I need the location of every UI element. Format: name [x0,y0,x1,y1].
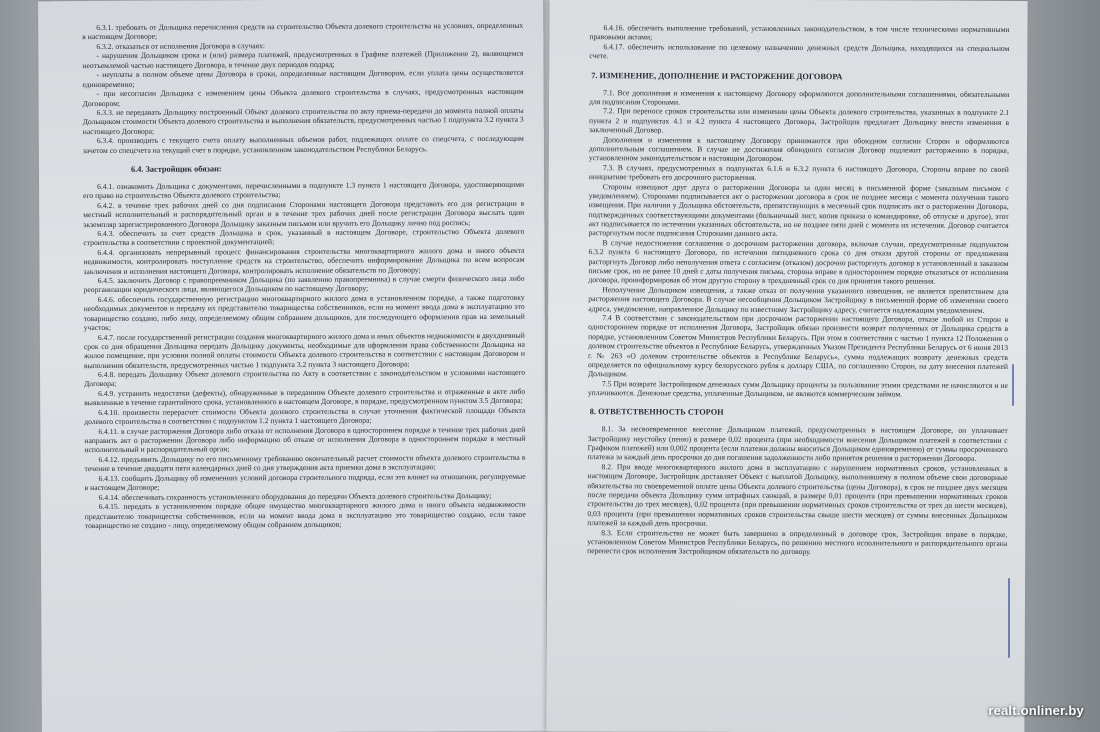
paragraph: 6.4.10. произвести перерасчет стоимости Объекта долевого строительства в случае уточнения фактической площади Объекта долевого строительства в соответствии с подпунктом 1.2 пункта 1 настоящего Договора; [84,405,526,427]
paragraph: 6.4.15. передать в установленном порядке общее имущество многоквартирного жилого дома и иного объекта недвижимости представителю товарищества собственников, если на момент ввода дома в эксплуатацию это товарищество создано, если такое товарищество не создано - лицу, определяемому общим собранием дольщиков; [84,500,526,531]
paragraph: 6.4.14. обеспечивать сохранность установленного оборудования до передачи Объекта долевого строительства Дольщику; [98,490,492,502]
paragraph: 7.5 При возврате Застройщиком денежных сумм Дольщику проценты за пользование этими средствами не начисляются и не уплачиваются. Денежные средства, уплаченные Дольщиком, не являются коммерческим займом. [587,378,1008,399]
section-heading: 8. ОТВЕТСТВЕННОСТЬ СТОРОН [589,407,724,418]
left-document-page [38,0,547,732]
paragraph: 6.4.13. сообщить Дольщику об изменениях условий договора строительного подряда, если это влияет на отношения, регулируемые в настоящем Договоре; [84,471,526,493]
pen-mark-right-margin-upper [1012,364,1014,406]
paragraph: 6.4.7. после государственной регистрации создания многоквартирного жилого дома и иных объектов недвижимости в двухдневный срок со дня обращения Дольщика передать Дольщику документы, необходимые для оформления права собственности Дольщика на жилое помещение, при условии полной оплаты стоимости Объекта долевого строительства в соответствии с настоящим Договором и выполнения обязательств, предусмотренных частью 1 подпункта 3.2 пункта 3 настоящего Договора; [83,330,525,370]
paragraph: 6.4.6. обеспечить государственную регистрацию многоквартирного жилого дома в установленном порядке, а также подготовку необходимых документов и передачу их представителю товарищества собственников, если на момент ввода дома в эксплуатацию это товарищество создано, либо лицу, определяемому общим собранием дольщиков, для последующего оформления прав на земельный участок; [83,292,525,333]
paragraph: 7.2. При переносе сроков строительства или изменении цены Объекта долевого строительства, указанных в подпункте 2.1 пункта 2 и подпунктах 4.1 и 4.2 пункта 4 настоящего Договора, Застройщик предлагает Дольщику внести изменения в заключенный Договор. [589,106,1010,135]
paragraph: 6.4.11. в случае расторжения Договора либо отказа от исполнения Договора в одностороннем порядке в течение трех рабочих дней направить акт о расторжении Договора либо информацию об отказе от исполнения Договора в одностороннем порядке в местный исполнительный и распорядительный орган; [84,424,526,455]
paragraph: 6.4.5. заключить Договор с правопреемником Дольщика (по заявлению правопреемника) в случае смерти физического лица либо реорганизации юридического лица, являющегося Дольщиком по настоящему Договору; [83,273,525,295]
paragraph: 6.3.3. не передавать Дольщику построенный Объект долевого строительства по акту приема-передачи до момента полной оплаты Дольщиком стоимости Объекта долевого строительства и выполнения обязательств, предусмотренных частью 1 подпункта 3.2 пункта 3 настоящего Договора; [82,105,524,136]
paragraph: 6.4.1. ознакомить Дольщика с документами, перечисленными в подпункте 1.3 пункта 1 настоящего Договора, удостоверяющими его право на строительство Объекта долевого строительства; [83,179,525,201]
site-watermark: realt.onliner.by [988,703,1084,718]
paragraph: 6.4.12. предъявить Дольщику по его письменному требованию окончательный расчет стоимости объекта долевого строительства в течение в течение двадцати пяти календарных дней со дня утверждения акта приемки дома в эксплуатацию; [84,452,526,474]
paragraph: 8.3. Если строительство не может быть завершено в определенный в договоре срок, Застройщик вправе в порядке, установленном Советом Министров Республики Беларусь, по решению местного исполнительного и распорядительного органа перенести срок исполнения Застройщиком обязательств по договору. [587,527,1008,557]
paragraph: 6.4.9. устранить недостатки (дефекты), обнаруженные в переданном Объекте долевого строительства и отраженные в акте либо выявленные в течение гарантийного срока, установленного в настоящем Договоре, в порядке, предусмотренном пунктом 3.5 Договора; [84,386,526,408]
paragraph: 7.3. В случаях, предусмотренных в подпунктах 6.1.6 и 6.3.2 пункта 6 настоящего Договора, Стороны вправе по своей инициативе требовать его досрочного расторжения. [588,163,1009,183]
paragraph: 6.4.16. обеспечить выполнение требований, установленных законодательством, в том числе техническими нормативными правовыми актами; [589,23,1010,42]
paragraph: Неполучение Дольщиком извещения, а также отказ от получения указанного извещения, не является препятствием для расторжения настоящего Договора. В случае несообщения Дольщиком Застройщику в письменной форме об изменении своего адреса, уведомление, направленное Дольщику по известному Застройщику адресу, считается надлежащим уведомлением. [588,285,1009,315]
paragraph: - неуплаты в полном объеме цены Договора в сроки, определенные настоящим Договором, если уплата цены осуществляется единовременно; [82,68,524,89]
paragraph: 8.2. При вводе многоквартирного жилого дома в эксплуатацию с нарушением нормативных сроков, установленных в настоящем Договоре, Застройщик доставляет Объект с выплатой Дольщику, выполнившему в полном объеме свои договорные обязательства по своевременной оплате цены Объекта долевого строительства (цены Договора), в срок не позднее двух месяцев после передачи объекта Дольщику сумм штрафных санкций, в размере 0,01 процента (при превышении нормативных сроков строительства до трех месяцев), 0,02 процента (при превышении нормативных сроков строительства от трех до шести месяцев), 0,03 процента (при превышении нормативных сроков строительства свыше шести месяцев) от суммы внесенных Дольщиком платежей за каждый день просрочки. [587,462,1008,528]
paragraph: 6.4.17. обеспечить использование по целевому назначению денежных средств Дольщика, находящихся на специальном счете. [589,42,1010,61]
paragraph: 6.3.1. требовать от Дольщика перечисления средств на строительство Объекта долевого строительства на условиях, определенных в настоящем Договоре; [82,20,524,42]
paragraph: - нарушения Дольщиком срока и (или) размера платежей, предусмотренных в Графике платежей (Приложение 2), являющемся неотъемлемой частью настоящего Договора, в течение двух периодов подряд; [82,49,524,70]
paragraph: 6.4.2. в течение трех рабочих дней со дня подписания Сторонами настоящего Договора представить его для регистрации в местный исполнительный и распорядительный орган и в течение трех рабочих дней после регистрации Договора выслать один экземпляр зарегистрированного Договора Дольщику заказным письмом или вручить его Дольщику лично под роспись; [83,198,525,229]
paragraph: Дополнения и изменения к настоящему Договору принимаются при обоюдном согласии Сторон и оформляются дополнительным соглашением. В случае не достижения обоюдного согласия Договор подлежит расторжению в порядке, установленном законодательством и настоящим Договором. [588,134,1010,164]
paragraph: 6.3.2. отказаться от исполнения Договора в случаях: [96,41,265,51]
paragraph: В случае недостижения соглашения о досрочном расторжении договора, включая случаи, предусмотренные подпунктом 6.3.2 пункта 6 настоящего Договора, по истечении пятидневного срока со дня отказа другой стороны от предложения расторгнуть Договор либо неполучения ответа с согласием (отказом) досрочно расторгнуть договор в установленный в заказном письме срок, но не ранее 10 дней с даты получения письма, сторона вправе в одностороннем порядке отказаться от исполнения договора, проинформировав об этом другую сторону в трехдневный срок со дня принятия такого решения. [588,238,1009,287]
paragraph: 6.3.4. производить с текущего счета оплату выполненных объемов работ, подлежащих оплате со спецсчета, с последующим зачетом со спецсчета на текущий счет в порядке, установленном законодательством Республики Беларусь. [82,134,524,155]
paragraph: 6.4.4. организовать непрерывный процесс финансирования строительства многоквартирного жилого дома и иного объекта недвижимости, контролировать поступление средств на строительство, обеспечить информирование Дольщика по всем вопросам заключения и исполнения настоящего Договора, контролировать исполнение обязательств по Договору; [83,245,525,276]
section-heading: 7. ИЗМЕНЕНИЕ, ДОПОЛНЕНИЕ И РАСТОРЖЕНИЕ ДОГОВОРА [591,70,843,81]
paragraph: 6.4.3. обеспечить за счет средств Дольщика в срок, указанный в настоящем Договоре, строительство Объекта долевого строительства в соответствии с проектной документацией; [83,226,525,248]
paragraph: 7.1. Все дополнения и изменения к настоящему Договору оформляются дополнительными соглашениями, обязательными для подписания Сторонами. [589,87,1010,107]
right-document-page [546,0,1027,732]
paragraph: 6.4.8. передать Дольщику Объект долевого строительства по Акту в соответствии с законодательством и условиями настоящего Договора; [84,367,526,389]
paragraph: 8.1. За несвоевременное внесение Дольщиком платежей, предусмотренных в настоящем Договоре, он уплачивает Застройщику неустойку (пеню) в размере 0,02 процента (при необходимости внесения Дольщиком платежей в соответствии с Графиком платежей) или 0,002 процента (если платежи должны вноситься Дольщиком единовременно) от суммы просроченного платежа за каждый день просрочки до дня погашения задолженности либо принятия решения о расторжении Договора. [587,424,1008,464]
section-heading: 6.4. Застройщик обязан: [130,164,222,174]
pen-mark-right-margin-lower [1008,578,1010,658]
paragraph: Стороны извещают друг друга о расторжении Договора за один месяц в письменной форме (заказным письмом с уведомлением). Сторонами подписывается акт о расторжении договора в срок не позднее месяца с момента получения такого извещения. При наличии у Дольщика обстоятельств, препятствующих в месячный срок подписать акт о расторжении Договора, подтвержденных соответствующими документами (больничный лист, копия приказа о командировке, об отпуске и другое), этот акт подписывается по истечении указанных обстоятельств, но не позднее пяти дней с момента их истечения. Договор считается расторгнутым после подписания Сторонами данного акта. [588,181,1009,239]
paragraph: 7.4 В соответствии с законодательством при досрочном расторжении настоящего Договора, отказе любой из Сторон в одностороннем порядке от исполнения Договора, Застройщик обязан произвести возврат полученных от Дольщика средств в порядке, установленном Советом Министров Республики Беларусь. При этом в соответствии с частью 1 пункта 12 Положения о долевом строительстве объектов в Республике Беларусь, утвержденных Указом Президента Республики Беларусь от 6 июня 2013 г. № 263 «О долевом строительстве объектов в Республике Беларусь», сумма подлежащих возврату денежных средств определяется по официальному курсу белорусского рубля к доллару США, по соглашению Сторон, на дату внесения платежей Дольщиком. [587,313,1009,379]
paragraph: - при несогласии Дольщика с изменением цены Объекта долевого строительства в случаях, предусмотренных настоящим Договором; [82,86,524,108]
